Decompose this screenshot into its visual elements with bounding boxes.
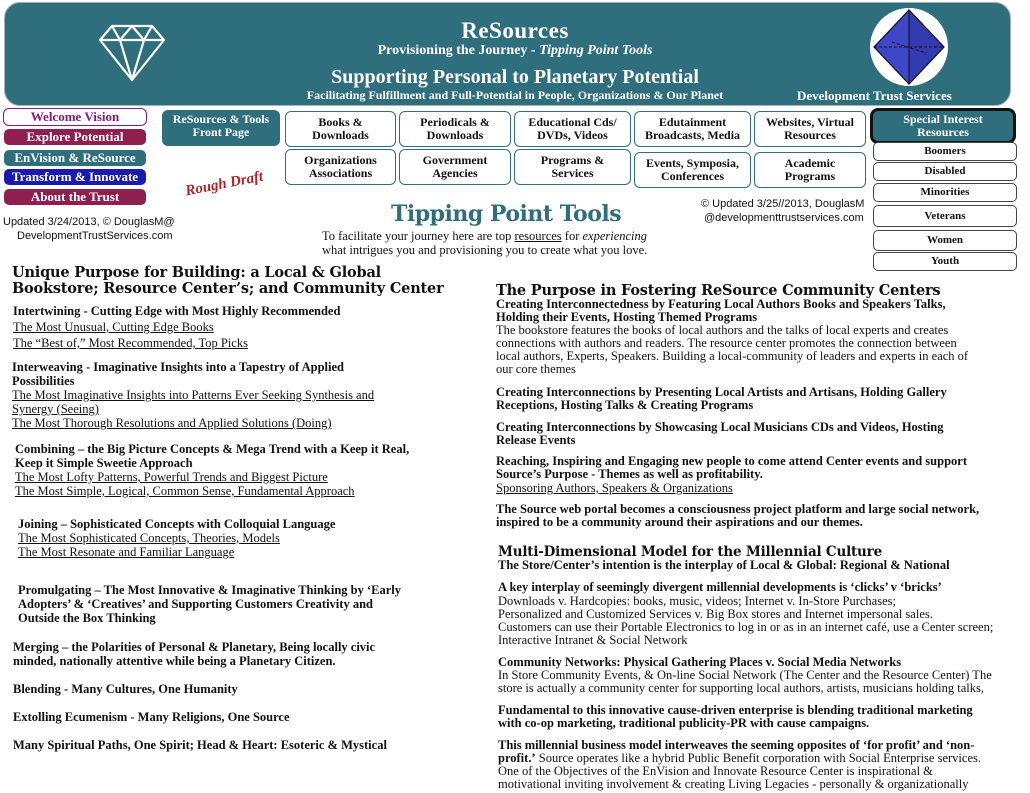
rough-draft-label: Rough Draft — [184, 168, 265, 200]
s2-title-1: Interweaving - Imaginative Insights into a Tapestry of Applied — [12, 360, 344, 374]
updated-left-line1: Updated 3/24/2013, © DouglasM@ — [3, 216, 175, 228]
tab-label: Websites, Virtual — [765, 115, 854, 129]
special-header-line: Resources — [917, 125, 969, 139]
s5-line-3: Outside the Box Thinking — [18, 611, 156, 625]
special-item-women[interactable]: Women — [873, 230, 1017, 251]
tab-government[interactable] — [399, 149, 511, 185]
p6-text-2: Personalized and Customized Services v. Big Box stores and Internet impersonal sales. — [498, 607, 933, 621]
tab-label: Books & — [318, 115, 363, 129]
s6-line-2: minded, nationally attentive while being a Planetary Citizen. — [13, 654, 336, 668]
p4-bold-2: Source’s Purpose - Themes as well as profitability. — [496, 467, 763, 481]
p3-bold-1: Creating Interconnections by Showcasing Local Musicians CDs and Videos, Hosting — [496, 420, 944, 434]
special-item-boomers[interactable]: Boomers — [873, 142, 1017, 161]
p2-bold-2: Receptions, Hosting Talks & Creating Programs — [496, 398, 754, 412]
s4-link-1[interactable]: The Most Sophisticated Concepts, Theories, Models — [18, 531, 280, 545]
s1-link-2[interactable]: The “Best of,” Most Recommended, Top Picks — [13, 336, 248, 350]
p6-text-4: Interactive Intranet & Social Network — [498, 633, 688, 647]
p1-text-3: local authors, Experts, Speakers. Building a local-community of leaders and experts in each of — [496, 349, 969, 363]
left-heading-line1: Unique Purpose for Building: a Local & Global — [12, 264, 381, 281]
page-title: Tipping Point Tools — [391, 201, 622, 227]
updated-right-line1: © Updated 3/25//2013, DouglasM — [701, 198, 865, 210]
intro-line2: what intrigues you and provisioning you to create what you love. — [322, 243, 648, 257]
p5-bold-2: inspired to be a community around their aspirations and our themes. — [496, 515, 863, 529]
p1-bold-1: Creating Interconnectedness by Featuring Local Authors Books and Speakers Talks, — [496, 297, 946, 311]
tab-label: Events, Symposia, — [645, 156, 740, 170]
s5-line-2: Adopters’ & ‘Creatives’ and Supporting Customers Creativity and — [18, 597, 373, 611]
s3-title-1: Combining – the Big Picture Concepts & Mega Trend with a Keep it Real, — [15, 442, 410, 456]
tab-front-page-line2: Front Page — [192, 125, 250, 139]
p8-bold-1: Fundamental to this innovative cause-driven enterprise is blending traditional marketing — [498, 703, 973, 717]
tab-periodicals-downloads[interactable] — [399, 111, 511, 147]
special-header-line: Special Interest — [903, 112, 983, 126]
nav-transform-innovate[interactable]: Transform & Innovate — [3, 168, 147, 186]
s4-link-2[interactable]: The Most Resonate and Familiar Language — [18, 545, 235, 559]
tab-label: Downloads — [312, 128, 369, 142]
tab-label: Broadcasts, Media — [644, 128, 741, 142]
p6-text-3: Customers can use their Portable Electronics to log in or as in an internet café, use a Center screen; — [498, 620, 994, 634]
left-heading-line2: Bookstore; Resource Center’s; and Community Center — [12, 280, 444, 297]
s1-title: Intertwining - Cutting Edge with Most Highly Recommended — [13, 304, 341, 318]
p7-bold-1: Community Networks: Physical Gathering Places v. Social Media Networks — [498, 655, 902, 669]
updated-left-line2: DevelopmentTrustServices.com — [17, 230, 173, 242]
tab-books-downloads[interactable] — [285, 111, 396, 147]
s4-title: Joining – Sophisticated Concepts with Colloquial Language — [18, 517, 336, 531]
p9-text-4: motivational inviting involvement & creating Living Legacies - personally & organizationally — [498, 777, 969, 791]
special-item-disabled[interactable]: Disabled — [873, 162, 1017, 181]
tab-label: Government — [422, 153, 488, 167]
tab-front-page[interactable] — [162, 110, 280, 146]
site-title: ReSources — [461, 18, 569, 43]
s3-link-1[interactable]: The Most Lofty Patterns, Powerful Trends and Biggest Picture — [15, 470, 328, 484]
tab-label: DVDs, Videos — [537, 128, 608, 142]
p4-bold-1: Reaching, Inspiring and Engaging new people to come attend Center events and support — [496, 454, 967, 468]
tab-label: Downloads — [426, 128, 484, 142]
p5-bold-1: The Source web portal becomes a consciousness project platform and large social network, — [496, 502, 980, 516]
tab-label: Programs & — [540, 153, 605, 167]
tab-label: Academic — [784, 156, 836, 170]
p1-text-1: The bookstore features the books of local authors and the talks of local experts and creates — [496, 323, 949, 337]
s9-line: Many Spiritual Paths, One Spirit; Head & Heart: Esoteric & Mystical — [13, 738, 387, 752]
right-heading: The Purpose in Fostering ReSource Community Centers — [496, 282, 941, 299]
tab-label: Services — [551, 166, 594, 180]
intro-line1: To facilitate your journey here are top resources for experiencing — [322, 229, 648, 243]
tab-label: Agencies — [432, 166, 478, 180]
tab-front-page-line1: ReSources & Tools — [172, 112, 270, 126]
p1-text-4: our core themes — [496, 362, 576, 376]
tab-organizations[interactable] — [285, 149, 396, 185]
tab-label: Periodicals & — [420, 115, 490, 129]
s3-link-2[interactable]: The Most Simple, Logical, Common Sense, Fundamental Approach — [15, 484, 355, 498]
p9-text-3: One of the Objectives of the EnVision and Innovate Resource Center is inspirational & — [498, 764, 933, 778]
p1-bold-2: Holding their Events, Hosting Themed Programs — [496, 310, 758, 324]
s7-line: Blending - Many Cultures, One Humanity — [13, 682, 238, 696]
special-item-youth[interactable]: Youth — [873, 252, 1017, 271]
p9-bold-1: This millennial business model interweaves the seeming opposites of ‘for profit’ and ‘non- — [498, 738, 975, 752]
nav-explore-potential[interactable]: Explore Potential — [3, 128, 147, 146]
tab-events[interactable] — [634, 152, 751, 188]
nav-about-trust[interactable]: About the Trust — [3, 188, 147, 206]
p8-bold-2: with co-op marketing, traditional publicity-PR with cause campaigns. — [498, 716, 870, 730]
tab-websites-virtual[interactable] — [754, 111, 866, 147]
p6-text-1: Downloads v. Hardcopies: books, music, videos; Internet v. In-Store Purchases; — [498, 594, 896, 608]
nav-welcome-vision[interactable]: Welcome Vision — [3, 108, 147, 126]
site-subtagline: Facilitating Fulfillment and Full-Potential in People, Organizations & Our Planet — [306, 88, 724, 102]
tab-label: Programs — [784, 169, 836, 183]
tab-educational-cds[interactable] — [514, 111, 631, 147]
updated-right-line2: @developmenttrustservices.com — [704, 212, 864, 224]
s2-link-1a[interactable]: The Most Imaginative Insights into Patterns Ever Seeking Synthesis and — [12, 388, 375, 402]
heading2-sub: The Store/Center’s intention is the interplay of Local & Global: Regional & National — [498, 558, 950, 572]
special-interest-header[interactable] — [870, 108, 1016, 144]
s2-link-2[interactable]: The Most Thorough Resolutions and Applied Solutions (Doing) — [12, 416, 332, 430]
s3-title-2: Keep it Simple Sweetie Approach — [15, 456, 193, 470]
tab-label: Organizations — [304, 153, 377, 167]
s2-link-1b[interactable]: Synergy (Seeing) — [12, 402, 99, 416]
diamond-gem-icon — [98, 22, 166, 82]
p7-text-2: store is actually a community center for supporting local authors, artists, musicians holding talks, — [498, 681, 985, 695]
special-item-minorities[interactable]: Minorities — [873, 183, 1017, 202]
tab-label: Associations — [308, 166, 373, 180]
resources-link[interactable]: resources — [514, 229, 562, 243]
tab-label: Educational Cds/ — [528, 115, 617, 129]
tab-programs-services[interactable] — [514, 149, 631, 185]
site-tagline: Supporting Personal to Planetary Potential — [331, 66, 699, 88]
s5-line-1: Promulgating – The Most Innovative & Imaginative Thinking by ‘Early — [18, 583, 402, 597]
right-heading-2: Multi-Dimensional Model for the Millennial Culture — [498, 544, 882, 560]
octahedron-icon — [868, 6, 950, 88]
p9-line-2: profit.’ Source operates like a hybrid Public Benefit corporation with Social Enterprise services. — [498, 751, 981, 765]
development-trust-label: Development Trust Services — [797, 88, 952, 103]
s6-line-1: Merging – the Polarities of Personal & Planetary, Being locally civic — [13, 640, 376, 654]
p1-text-2: connections with authors and readers. The resource center promotes the connection between — [496, 336, 957, 350]
p7-text-1: In Store Community Events, & On-line Social Network (The Center and the Resource Center) The — [498, 668, 992, 682]
site-subtitle: Provisioning the Journey - Tipping Point Tools — [377, 43, 653, 58]
s8-line: Extolling Ecumenism - Many Religions, One Source — [13, 710, 290, 724]
p2-bold-1: Creating Interconnections by Presenting Local Artists and Artisans, Holding Gallery — [496, 385, 947, 399]
s1-link-1[interactable]: The Most Unusual, Cutting Edge Books — [13, 320, 214, 334]
special-item-veterans[interactable]: Veterans — [873, 205, 1017, 227]
tab-edutainment[interactable] — [634, 111, 751, 147]
tab-academic[interactable] — [754, 152, 866, 188]
tab-label: Conferences — [660, 169, 725, 183]
tab-label: Resources — [784, 128, 836, 142]
p6-bold-1: A key interplay of seemingly divergent millennial developments is ‘clicks’ v ‘bricks’ — [498, 580, 942, 594]
tab-label: Edutainment — [658, 115, 727, 129]
nav-envision-resource[interactable]: EnVision & ReSource — [3, 149, 147, 167]
sponsoring-link[interactable]: Sponsoring Authors, Speakers & Organizations — [496, 481, 733, 495]
p3-bold-2: Release Events — [496, 433, 576, 447]
s2-title-2: Possibilities — [12, 374, 75, 388]
